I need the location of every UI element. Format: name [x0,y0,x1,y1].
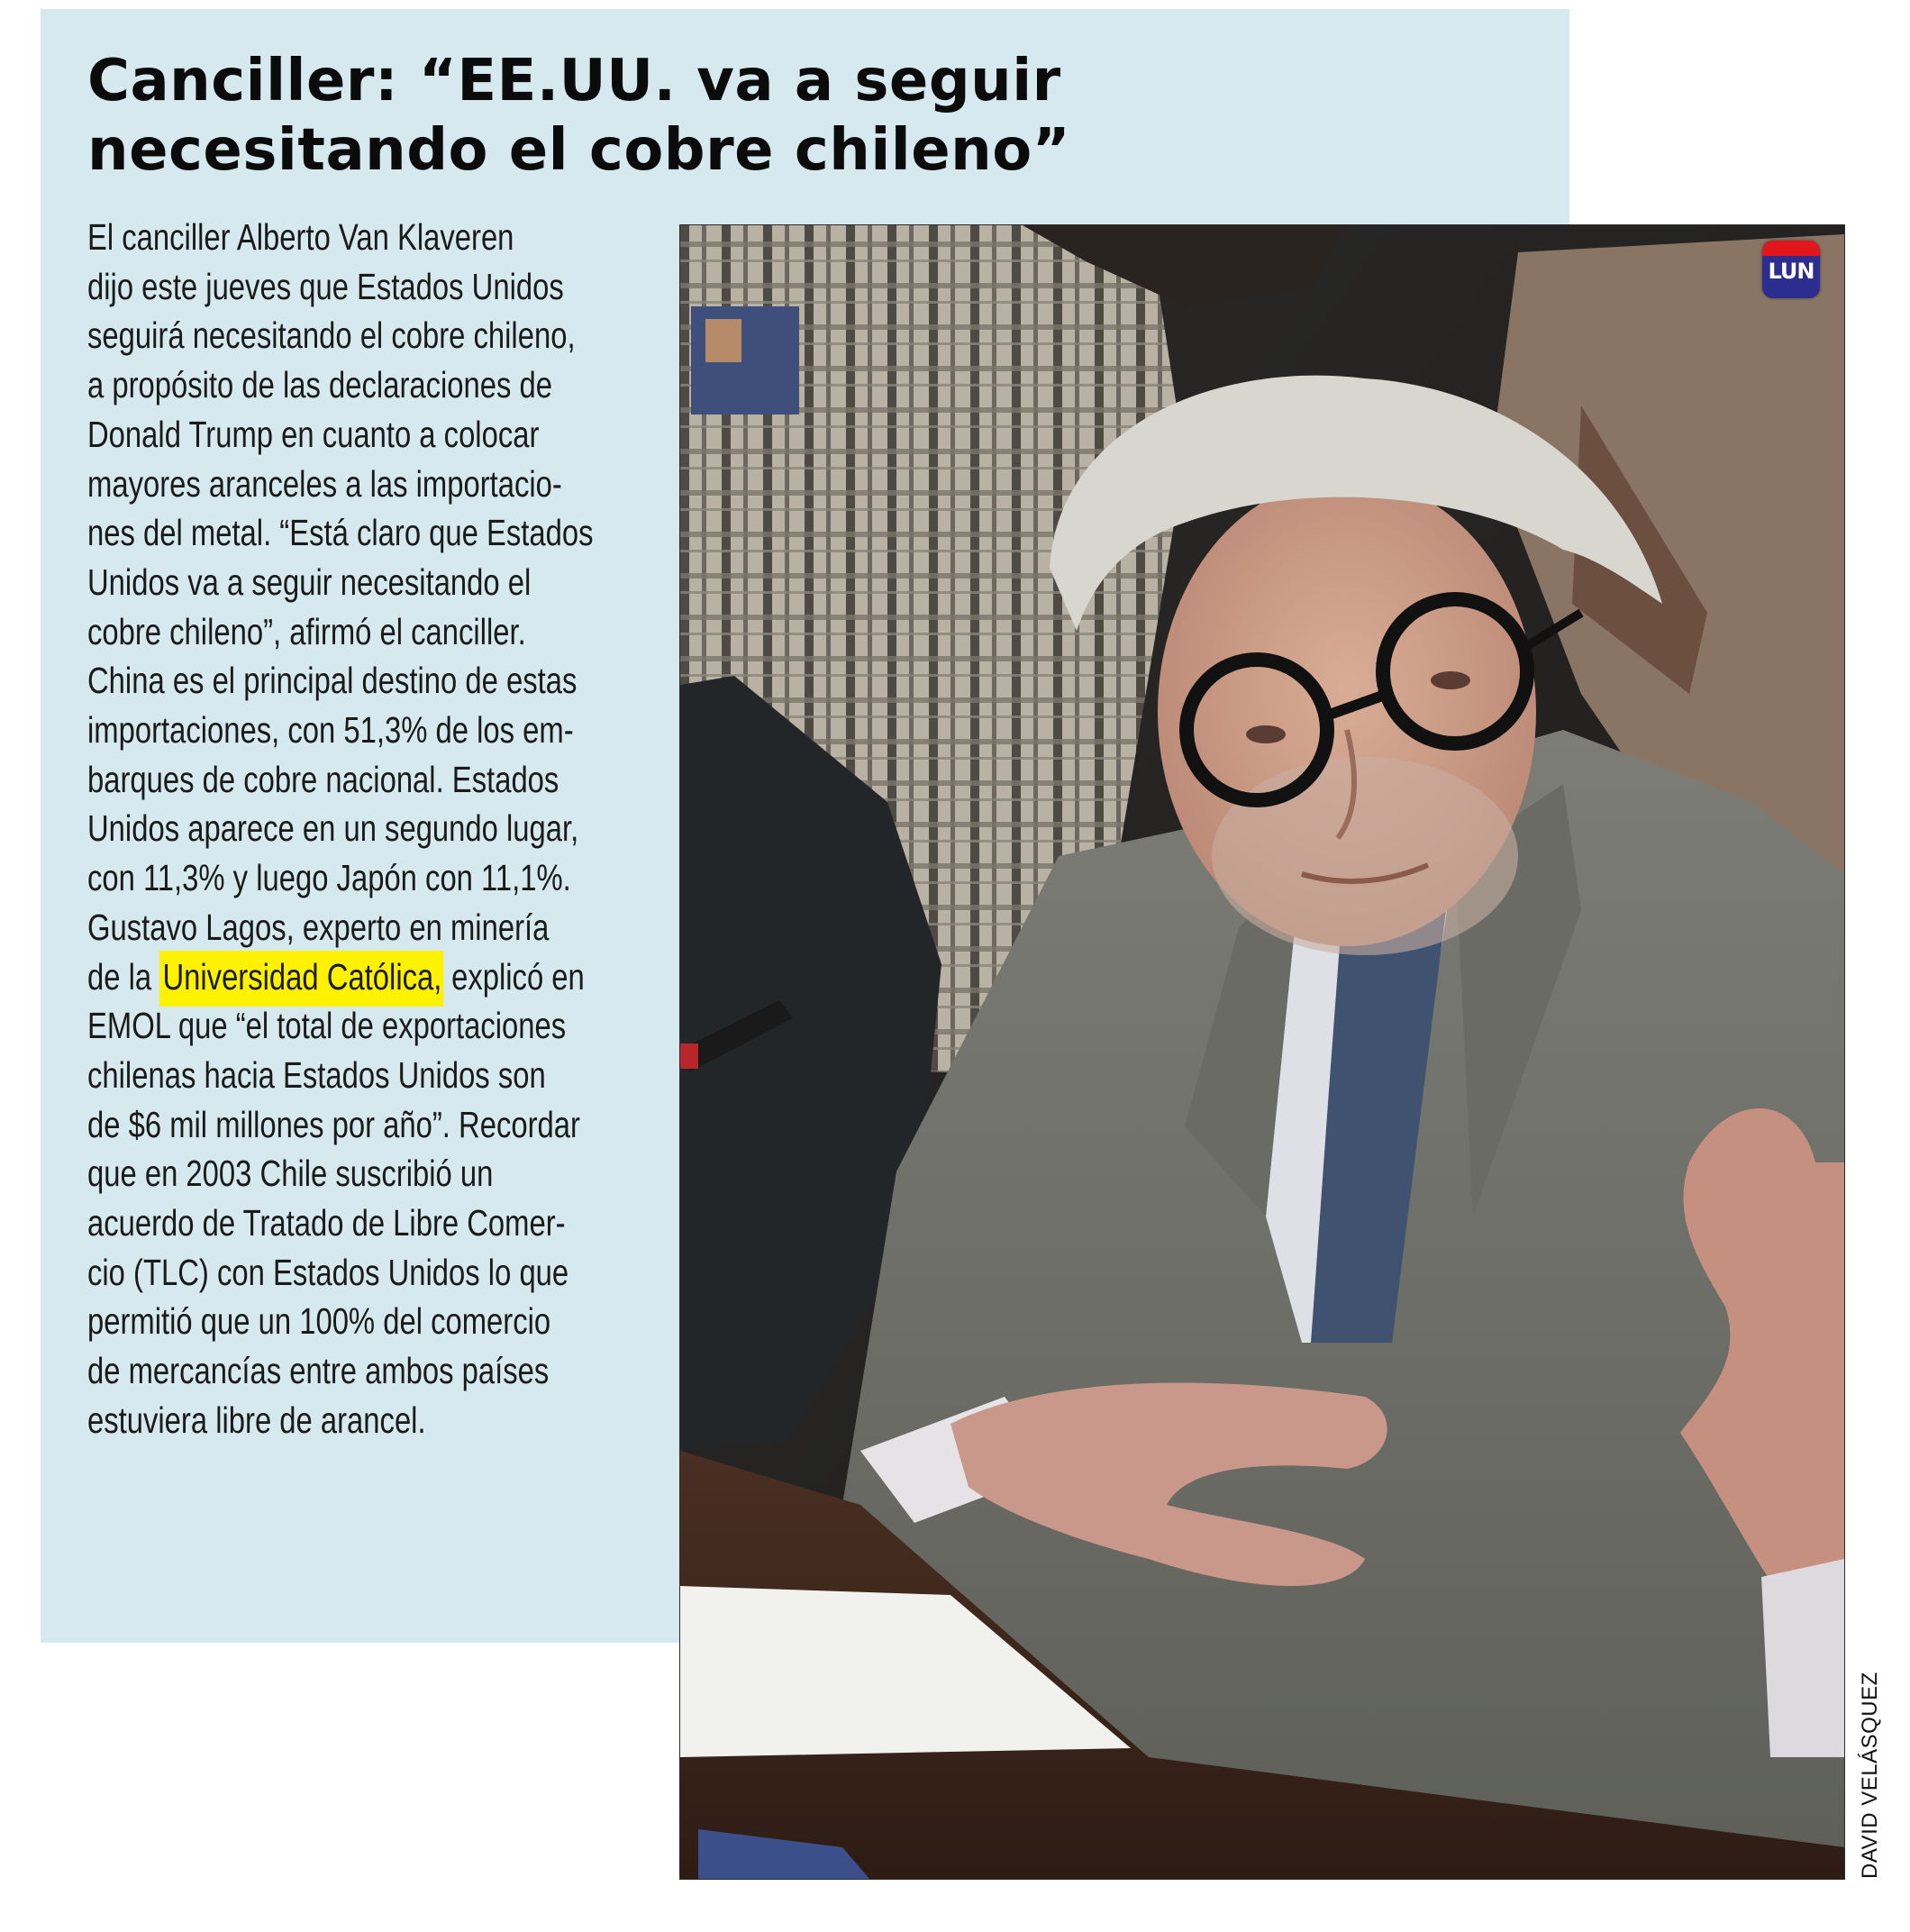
body-line: Gustavo Lagos, experto en minería [87,906,550,948]
headline-line-1: Canciller: “EE.UU. va a seguir [87,48,1061,114]
highlight-prefix: de la [87,955,160,998]
body-line: dijo este jueves que Estados Unidos [87,265,564,307]
photo-credit: DAVID VELÁSQUEZ [1858,1672,1882,1879]
body-line: a propósito de las declaraciones de [87,364,553,406]
article-photo [680,225,1844,1879]
body-line: nes del metal. “Está claro que Estados [87,512,594,554]
body-line: barques de cobre nacional. Estados [87,758,559,800]
article-headline [87,47,1078,186]
body-line: cio (TLC) con Estados Unidos lo que [87,1251,569,1293]
body-line: de mercancías entre ambos países [87,1350,550,1392]
body-line: estuviera libre de arancel. [87,1399,426,1441]
body-line: permitió que un 100% del comercio [87,1300,551,1343]
logo-red-band [1762,241,1820,256]
article-body [87,213,664,1445]
lun-logo [1762,241,1820,298]
highlighted-university-name: Universidad Católica, [159,951,443,1007]
body-line: importaciones, con 51,3% de los em- [87,709,574,752]
body-line: China es el principal destino de estas [87,660,578,702]
body-line: Unidos aparece en un segundo lugar, [87,807,579,850]
body-line: mayores aranceles a las importacio- [87,462,562,505]
highlight-suffix: explicó en [442,955,585,998]
body-line: cobre chileno”, afirmó el canciller. [87,610,526,652]
body-line: EMOL que “el total de exportaciones [87,1005,567,1047]
logo-text: LUN [1768,259,1814,284]
body-line: con 11,3% y luego Japón con 11,1%. [87,857,571,899]
body-line: chilenas hacia Estados Unidos son [87,1053,546,1096]
photo-illustration [680,225,1844,1879]
headline-line-2: necesitando el cobre chileno” [87,117,1071,184]
body-line: seguirá necesitando el cobre chileno, [87,314,576,357]
body-line-highlighted [87,952,585,1002]
body-line: acuerdo de Tratado de Libre Comer- [87,1202,566,1244]
body-line: El canciller Alberto Van Klaveren [87,216,514,258]
body-line: Unidos va a seguir necesitando el [87,560,532,603]
body-line: Donald Trump en cuanto a colocar [87,413,540,455]
body-line: de $6 mil millones por año”. Recordar [87,1103,580,1145]
body-line: que en 2003 Chile suscribió un [87,1153,494,1195]
